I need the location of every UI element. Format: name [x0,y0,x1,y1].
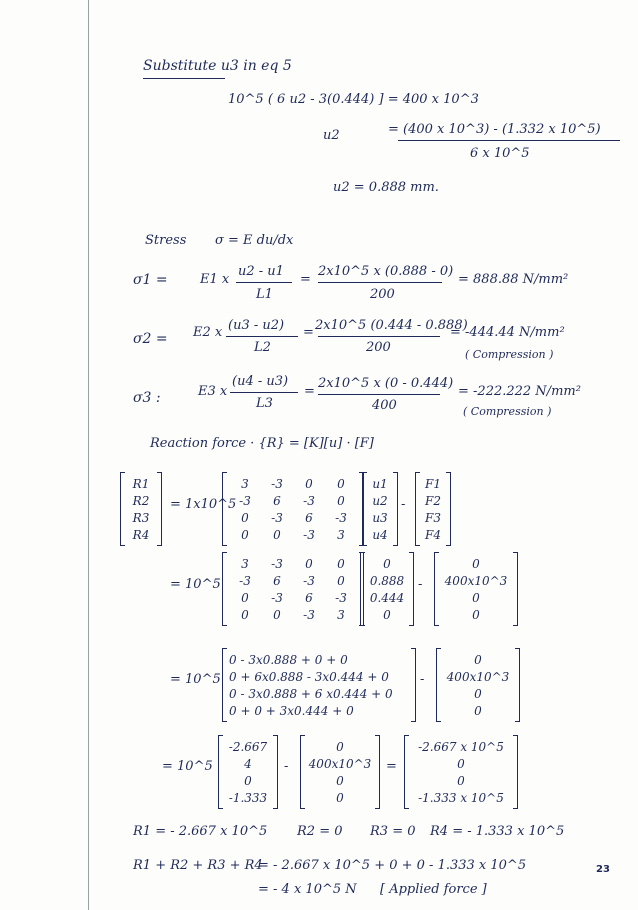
k-cell: 0 [273,527,281,542]
k-cell: 3 [241,476,249,491]
u-entry: 0 [383,607,391,622]
force-vector-4 [300,735,380,809]
k-cell: 0 [241,607,249,622]
minus-sign: - [418,577,423,592]
f-entry: 400x10^3 [308,756,372,771]
u-entry: u1 [372,476,388,491]
f-entry: 400x10^3 [446,669,510,684]
k-cell: 0 [337,556,345,571]
matrix-R [120,472,162,546]
sigma-2-val-den: 200 [366,340,391,355]
k-cell: 0 [241,510,249,525]
a-entry: 0 [244,773,252,788]
r-entry: R1 [132,476,150,491]
f-entry: 400x10^3 [444,573,508,588]
sigma-1-frac-num: u2 - u1 [238,264,284,279]
k-cell: 0 [241,527,249,542]
f-entry: F4 [425,527,441,542]
sigma-3-note: ( Compression ) [463,405,552,418]
r3-value: R3 = 0 [370,824,416,839]
a-entry: 4 [244,756,252,771]
applied-force-note: [ Applied force ] [380,882,487,897]
heading-underline [143,78,225,79]
f-entry: 0 [474,703,482,718]
r2-value: R2 = 0 [297,824,343,839]
substitute-heading: Substitute u3 in eq 5 [143,58,292,74]
a-entry: -2.667 [228,739,268,754]
reaction-vector [404,735,518,809]
f-entry: F3 [425,510,441,525]
u-entry: u4 [372,527,388,542]
k-cell: 0 [305,556,313,571]
stress-formula: σ = E du/dx [215,233,294,248]
product-row: 0 + 6x0.888 - 3x0.444 + 0 [229,669,389,684]
a-entry: -1.333 [228,790,268,805]
sigma-2-val-num: 2x10^5 (0.444 - 0.888) [315,318,468,333]
equation-2-lhs: u2 [323,128,340,143]
k-cell: -3 [303,607,315,622]
sigma-3-frac-den: L3 [256,396,273,411]
k-cell: -3 [271,476,283,491]
r-result: -2.667 x 10^5 [418,739,504,754]
sigma-2-frac-num: (u3 - u2) [228,318,285,333]
displacement-vector-2 [360,552,414,626]
sigma-2-frac-den: L2 [254,340,271,355]
page-number: 23 [596,864,610,875]
sigma-1-lhs: σ1 = [133,272,168,288]
k-cell: 0 [273,607,281,622]
equation-2-numerator: = (400 x 10^3) - (1.332 x 10^5) [388,122,601,137]
sigma-1-val-num: 2x10^5 x (0.888 - 0) [318,264,454,279]
matrix-4-scalar: = 10^5 [162,759,213,774]
force-vector-2 [434,552,518,626]
sigma-3-factor: E3 x [198,384,228,399]
sigma-1-frac-bar [236,282,292,283]
k-cell: -3 [239,493,251,508]
u-entry: u2 [372,493,388,508]
f-entry: 0 [472,607,480,622]
sigma-2-eq: = [303,325,314,340]
r4-value: R4 = - 1.333 x 10^5 [430,824,565,839]
sum-lhs: R1 + R2 + R3 + R4 [133,858,263,873]
f-entry: 0 [474,686,482,701]
equation-2-denominator: 6 x 10^5 [470,146,530,161]
u-entry: 0.888 [369,573,405,588]
margin-line [88,0,89,910]
k-cell: 6 [273,493,281,508]
k-cell: -3 [303,527,315,542]
k-cell: -3 [271,556,283,571]
sigma-3-lhs: σ3 : [133,390,161,406]
equation-3: u2 = 0.888 mm. [333,180,439,195]
equation-2-fraction-bar [398,140,620,141]
k-cell: 0 [241,590,249,605]
k-cell: 0 [337,493,345,508]
sigma-1-val-bar [318,282,442,283]
k-cell: -3 [335,590,347,605]
sigma-2-frac-bar [226,336,298,337]
result-vector-a [218,735,278,809]
k-cell: 3 [337,607,345,622]
equation-1: 10^5 ( 6 u2 - 3(0.444) ] = 400 x 10^3 [228,92,479,107]
stiffness-matrix-1 [222,472,364,546]
k-cell: 6 [305,590,313,605]
sigma-2-factor: E2 x [193,325,223,340]
f-entry: 0 [472,590,480,605]
matrix-3-scalar: = 10^5 [170,672,221,687]
sigma-2-note: ( Compression ) [465,348,554,361]
f-entry: 0 [336,773,344,788]
u-entry: 0.444 [369,590,405,605]
force-vector-1 [415,472,451,546]
matrix-1-scalar: = 1x10^5 [170,497,237,512]
u-entry: 0 [383,556,391,571]
f-entry: F2 [425,493,441,508]
sigma-3-val-bar [318,394,440,395]
minus-sign: - [420,672,425,687]
stiffness-matrix-2 [222,552,364,626]
k-cell: 6 [273,573,281,588]
minus-sign: - [401,497,406,512]
k-cell: -3 [303,493,315,508]
sigma-1-val-den: 200 [370,287,395,302]
u-entry: u3 [372,510,388,525]
sigma-1-result: = 888.88 N/mm² [458,272,569,287]
k-cell: 0 [337,476,345,491]
sigma-3-val-num: 2x10^5 x (0 - 0.444) [318,376,454,391]
product-row: 0 - 3x0.888 + 0 + 0 [229,652,348,667]
displacement-vector-1 [362,472,398,546]
sigma-2-lhs: σ2 = [133,331,168,347]
k-cell: -3 [271,590,283,605]
k-cell: 0 [337,573,345,588]
sigma-1-frac-den: L1 [256,287,273,302]
r-entry: R2 [132,493,150,508]
matrix-2-scalar: = 10^5 [170,577,221,592]
sigma-1-factor: E1 x [200,272,230,287]
sigma-3-frac-bar [230,392,298,393]
sigma-2-val-bar [318,336,440,337]
equals-sign: = [386,759,397,774]
r1-value: R1 = - 2.667 x 10^5 [133,824,268,839]
r-entry: R3 [132,510,150,525]
sum-eq-2: = - 4 x 10^5 N [258,882,357,897]
sum-eq-1: = - 2.667 x 10^5 + 0 + 0 - 1.333 x 10^5 [258,858,527,873]
f-entry: F1 [425,476,441,491]
sigma-3-frac-num: (u4 - u3) [232,374,289,389]
k-cell: 3 [241,556,249,571]
r-result: -1.333 x 10^5 [418,790,504,805]
k-cell: -3 [271,510,283,525]
sigma-3-val-den: 400 [372,398,397,413]
sigma-3-eq: = [304,384,315,399]
sigma-2-result: = -444.44 N/mm² [450,325,565,340]
r-entry: R4 [132,527,150,542]
product-matrix [222,648,416,722]
f-entry: 0 [336,739,344,754]
k-cell: -3 [303,573,315,588]
stress-heading: Stress [145,233,187,248]
reaction-heading: Reaction force · {R} = [K][u] · [F] [150,436,374,451]
f-entry: 0 [474,652,482,667]
k-cell: 0 [305,476,313,491]
f-entry: 0 [336,790,344,805]
minus-sign: - [284,759,289,774]
f-entry: 0 [472,556,480,571]
product-row: 0 + 0 + 3x0.444 + 0 [229,703,354,718]
k-cell: 6 [305,510,313,525]
product-row: 0 - 3x0.888 + 6 x0.444 + 0 [229,686,393,701]
r-result: 0 [457,756,465,771]
k-cell: -3 [335,510,347,525]
sigma-1-eq: = [300,272,311,287]
k-cell: 3 [337,527,345,542]
k-cell: -3 [239,573,251,588]
sigma-3-result: = -222.222 N/mm² [458,384,581,399]
force-vector-3 [436,648,520,722]
r-result: 0 [457,773,465,788]
